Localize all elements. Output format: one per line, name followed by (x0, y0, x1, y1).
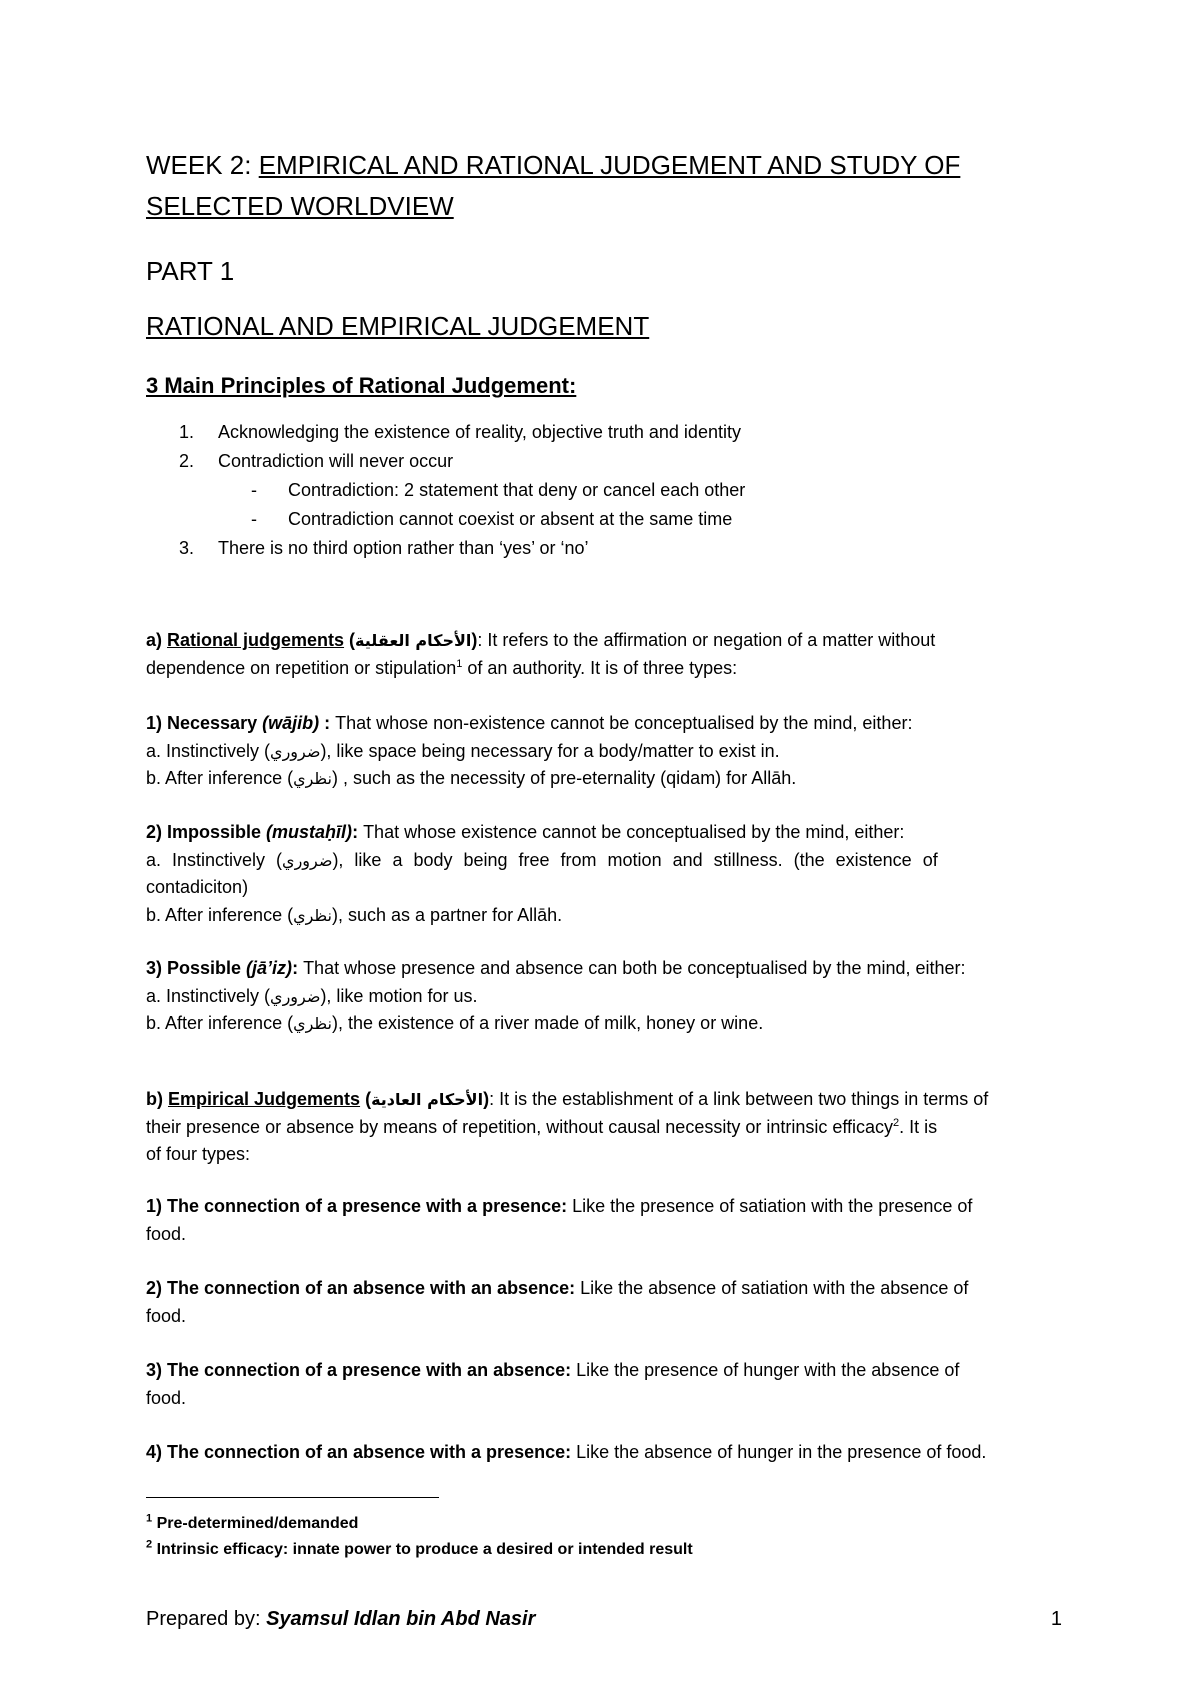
sub-list-item: - Contradiction cannot coexist or absent at the same time (251, 509, 733, 529)
title-line-2: SELECTED WORLDVIEW (146, 191, 454, 221)
list-item: 2. Contradiction will never occur (179, 451, 454, 471)
possible-block: 3) Possible (jā’iz): That whose presence and absence can both be conceptualised by the mind, either: a. Instinctively (ضروري), like motion for us. b. After inference (نظري), the existence of a river made of milk, honey or wine. (146, 958, 966, 1033)
author-name: Syamsul Idlan bin Abd Nasir (266, 1608, 536, 1630)
empirical-label: Empirical Judgements (168, 1089, 361, 1109)
necessary-block: 1) Necessary (wājib) : That whose non-existence cannot be conceptualised by the mind, either: a. Instinctively (ضروري), like space being necessary for a body/matter to exist in. b. After inference (نظري) , such as the necessity of pre-eternality (qidam) for Allāh. (146, 713, 913, 788)
page-footer (146, 1605, 1062, 1633)
empirical-arabic: الأحكام العادية (371, 1090, 484, 1109)
prepared-label: Prepared by: (146, 1608, 267, 1630)
footnote-separator (146, 1497, 439, 1498)
footnote-ref-2[interactable]: 2 (893, 1116, 900, 1129)
empirical-type-4: 4) The connection of an absence with a presence: Like the absence of hunger in the presence of food. (146, 1442, 987, 1462)
rational-arabic: الأحكام العقلية (355, 631, 472, 650)
list-item: 1. Acknowledging the existence of reality, objective truth and identity (179, 422, 741, 442)
footnote-1: $^1$ Pre-determined/demanded (146, 1512, 359, 1532)
principles-heading: 3 Main Principles of Rational Judgement: (146, 373, 577, 398)
page-number: 1 (1050, 1608, 1062, 1630)
part-heading: PART 1 (146, 256, 235, 286)
empirical-intro: b) Empirical Judgements (الأحكام العادية): It is the establishment of a link between two things in terms of their presence or absence by means of repetition, without causal necessity or intrinsic efficacy$^2$. It is of four types: (146, 1089, 989, 1164)
title-line-1: EMPIRICAL AND RATIONAL JUDGEMENT AND STUDY OF (258, 150, 961, 180)
list-item: 3. There is no third option rather than ‘yes’ or ‘no’ (179, 538, 589, 558)
document-title (146, 145, 1062, 227)
principles-list (146, 418, 1046, 563)
impossible-block: 2) Impossible (mustaḥīl): That whose existence cannot be conceptualised by the mind, either: a. Instinctively (ضروري), like a body being free from motion and stillness. (the existence of contadiciton) b. After inference (نظري), such as a partner for Allāh. (146, 822, 938, 925)
footnote-ref-1[interactable]: 1 (456, 657, 463, 670)
footnote-2: $^2$ Intrinsic efficacy: innate power to produce a desired or intended result (146, 1538, 693, 1558)
rational-label: Rational judgements (167, 630, 345, 650)
empirical-type-3: 3) The connection of a presence with an absence: Like the presence of hunger with the absence of food. (146, 1360, 960, 1408)
empirical-type-2: 2) The connection of an absence with an absence: Like the absence of satiation with the absence of food. (146, 1278, 969, 1326)
rational-intro: a) Rational judgements (الأحكام العقلية): It refers to the affirmation or negation of a matter without dependence on repetition or stipulation$^1$ of an authority. It is of three types: (146, 630, 936, 678)
empirical-type-1: 1) The connection of a presence with a presence: Like the presence of satiation with the presence of food. (146, 1196, 973, 1244)
sub-list-item: - Contradiction: 2 statement that deny or cancel each other (251, 480, 746, 500)
section-heading: RATIONAL AND EMPIRICAL JUDGEMENT (146, 311, 650, 341)
title-prefix: WEEK 2: (146, 150, 259, 180)
